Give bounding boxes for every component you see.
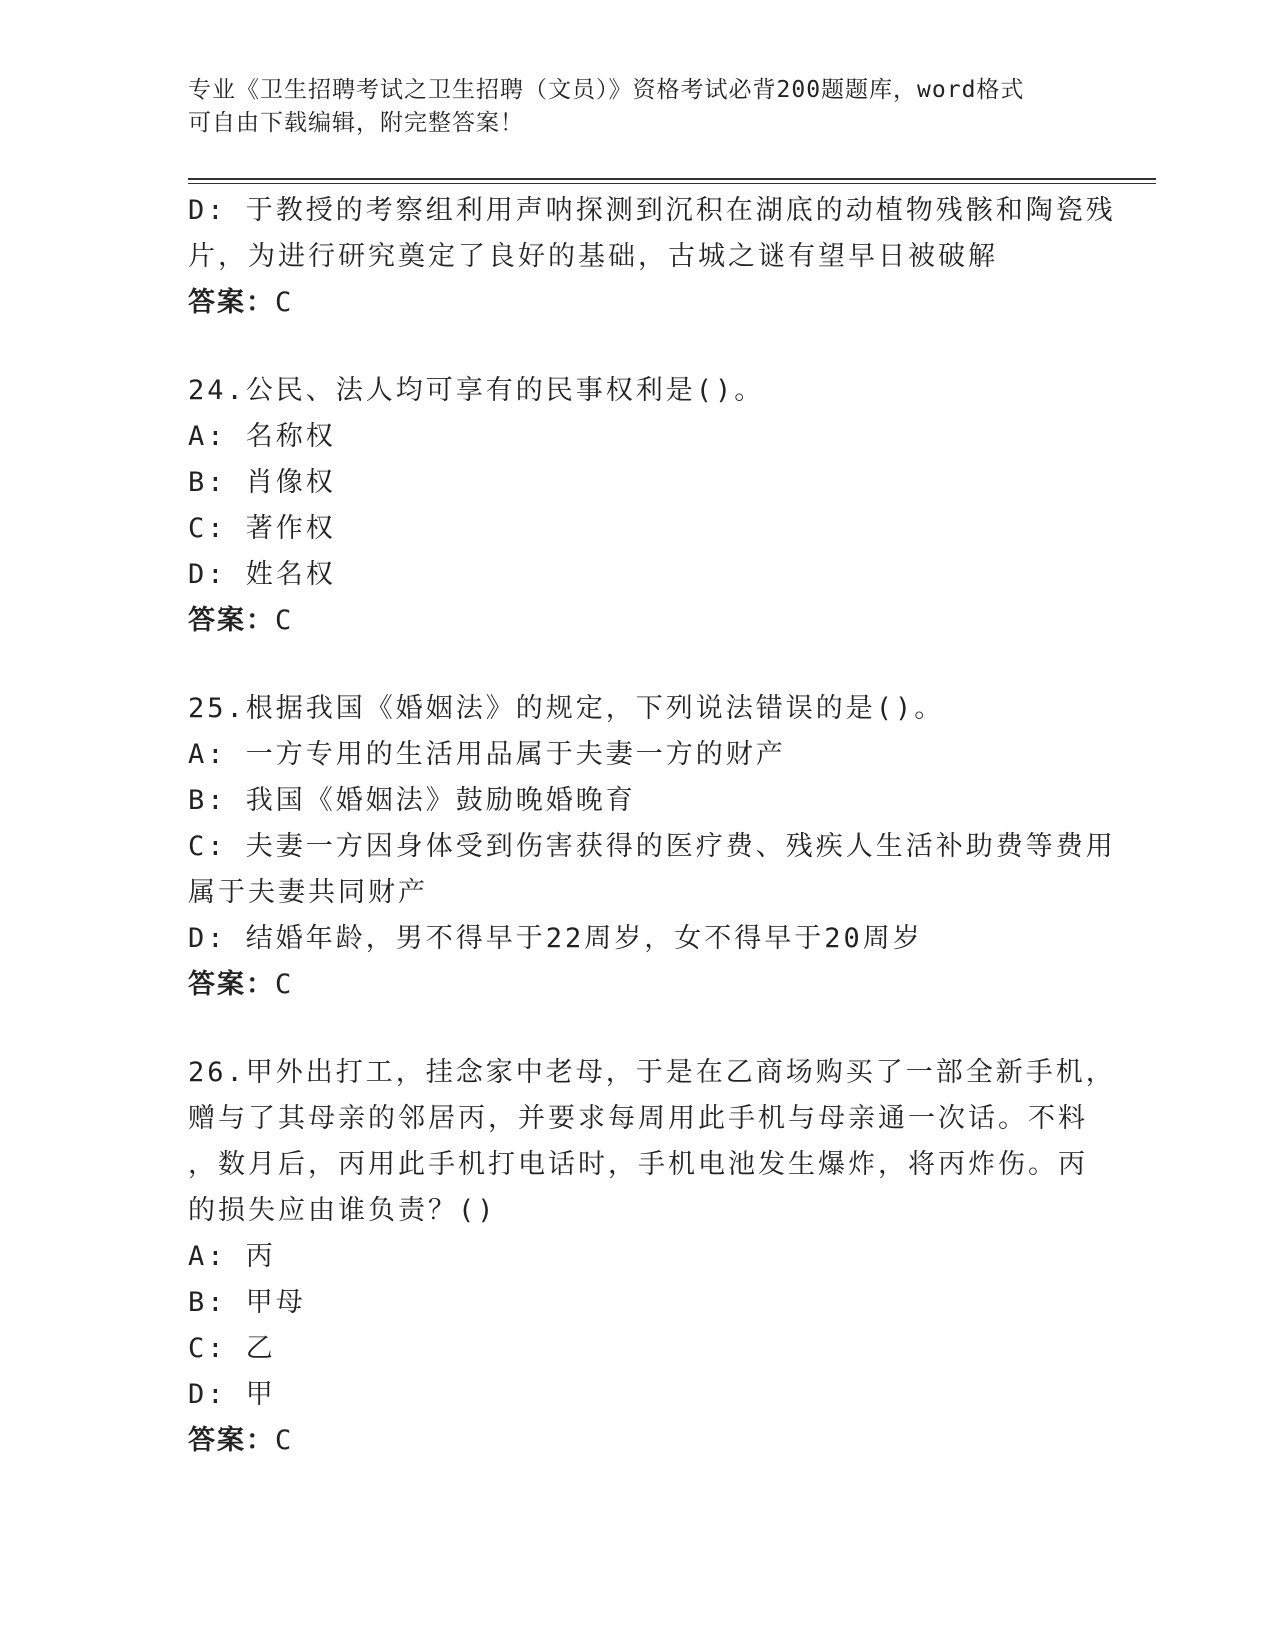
- question-stem-line-1: 26.甲外出打工，挂念家中老母，于是在乙商场购买了一部全新手机，: [188, 1057, 1116, 1088]
- option-c: C: 著作权: [188, 513, 336, 544]
- header-title-line-1: 专业《卫生招聘考试之卫生招聘（文员）》资格考试必背200题题库，word格式: [188, 77, 1025, 103]
- question-stem: 24.公民、法人均可享有的民事权利是()。: [188, 375, 765, 406]
- question-stem-line-2: 赠与了其母亲的邻居丙，并要求每周用此手机与母亲通一次话。不料: [188, 1103, 1088, 1134]
- option-c: C: 乙: [188, 1333, 276, 1364]
- answer-label: 答案：: [188, 969, 275, 1000]
- answer-label: 答案：: [188, 1425, 275, 1456]
- answer-line: [188, 280, 1088, 326]
- question-stem-line-3: ，数月后，丙用此手机打电话时，手机电池发生爆炸，将丙炸伤。丙: [188, 1149, 1088, 1180]
- option-c-line-1: C: 夫妻一方因身体受到伤害获得的医疗费、残疾人生活补助费等费用: [188, 831, 1116, 862]
- answer-value: C: [275, 287, 294, 318]
- option-d: D: 姓名权: [188, 559, 336, 590]
- option-a: A: 名称权: [188, 421, 336, 452]
- answer-value: C: [275, 969, 294, 1000]
- question-23-continued: [188, 188, 1116, 326]
- page-header: [188, 74, 1088, 140]
- question-stem: 25.根据我国《婚姻法》的规定，下列说法错误的是()。: [188, 693, 945, 724]
- option-d: D: 结婚年龄，男不得早于22周岁，女不得早于20周岁: [188, 923, 923, 954]
- header-title-line-2: 可自由下载编辑，附完整答案！: [188, 110, 524, 136]
- answer-value: C: [275, 605, 294, 636]
- answer-line: [188, 598, 1088, 644]
- option-a: A: 丙: [188, 1241, 276, 1272]
- option-b: B: 肖像权: [188, 467, 336, 498]
- option-d: D: 甲: [188, 1379, 276, 1410]
- question-24: [188, 368, 1088, 644]
- answer-label: 答案：: [188, 605, 275, 636]
- answer-value: C: [275, 1425, 294, 1456]
- option-d-line-1: D: 于教授的考察组利用声呐探测到沉积在湖底的动植物残骸和陶瓷残: [188, 195, 1116, 226]
- option-a: A: 一方专用的生活用品属于夫妻一方的财产: [188, 739, 786, 770]
- option-d-line-2: 片，为进行研究奠定了良好的基础，古城之谜有望早日被破解: [188, 241, 998, 272]
- header-divider: [188, 178, 1156, 184]
- option-b: B: 我国《婚姻法》鼓励晚婚晚育: [188, 785, 636, 816]
- answer-label: 答案：: [188, 287, 275, 318]
- question-stem-line-4: 的损失应由谁负责？(): [188, 1195, 497, 1226]
- question-list: [188, 188, 1116, 1464]
- answer-line: [188, 1418, 1088, 1464]
- question-25: [188, 686, 1116, 1008]
- option-c-line-2: 属于夫妻共同财产: [188, 877, 428, 908]
- answer-line: [188, 962, 1088, 1008]
- option-b: B: 甲母: [188, 1287, 306, 1318]
- question-26: [188, 1050, 1116, 1464]
